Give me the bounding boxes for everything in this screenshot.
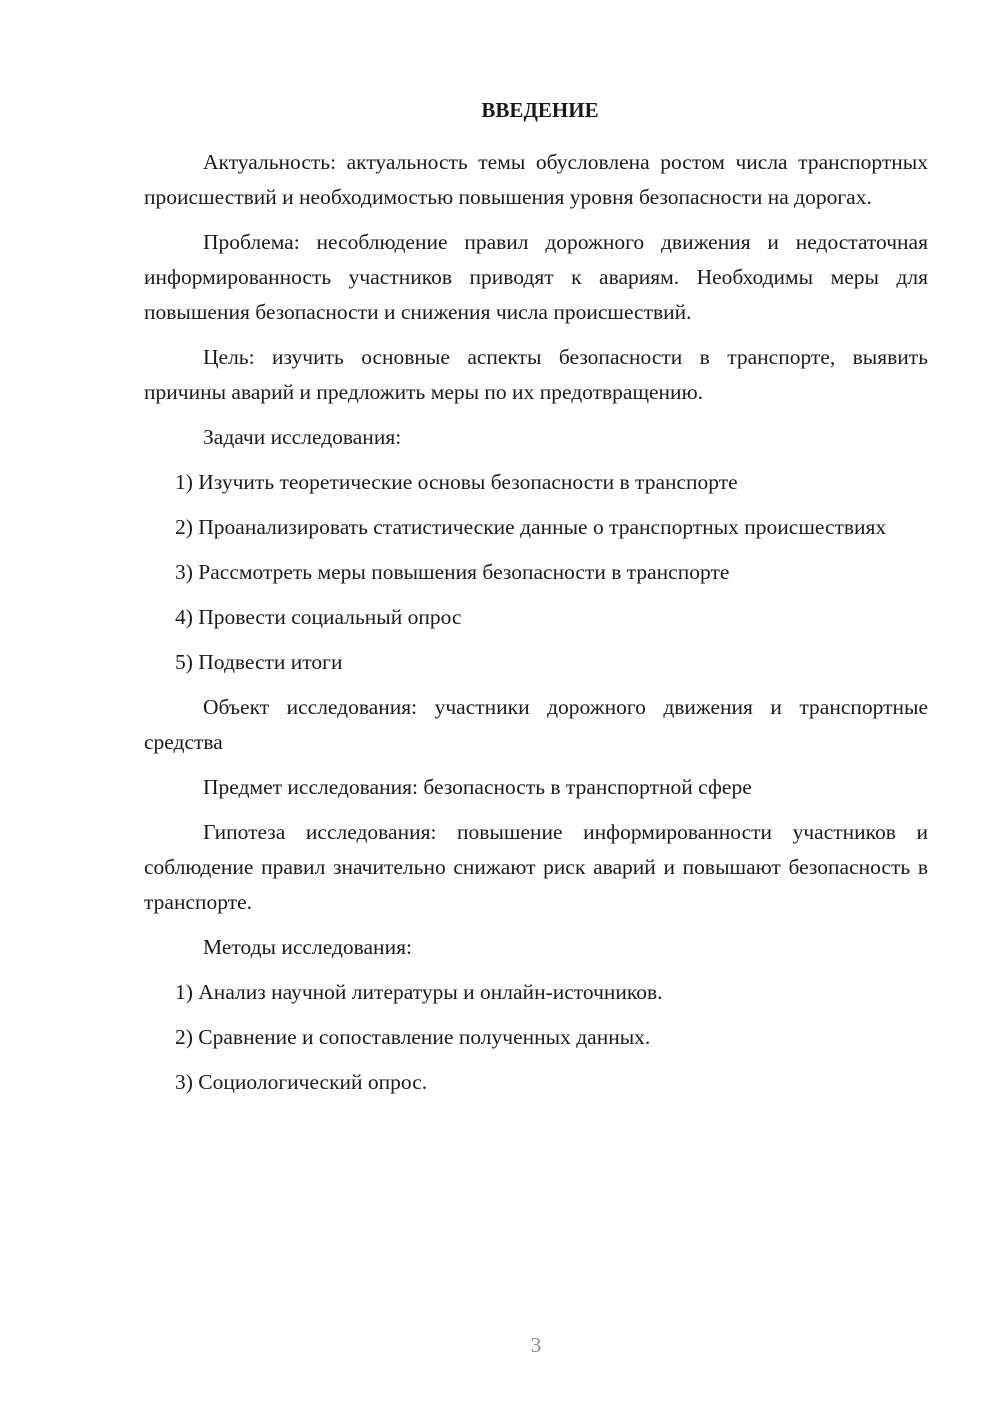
method-item-2: 2) Сравнение и сопоставление полученных данных. bbox=[175, 1025, 651, 1049]
task-item-1: 1) Изучить теоретические основы безопасности в транспорте bbox=[175, 470, 738, 494]
hypothesis-paragraph: Гипотеза исследования: повышение информированности участников и соблюдение правил значительно снижают риск аварий и повышают безопасность в транспорте. bbox=[144, 820, 928, 914]
method-item-3: 3) Социологический опрос. bbox=[175, 1070, 428, 1094]
methods-heading: Методы исследования: bbox=[203, 935, 412, 959]
task-item-5: 5) Подвести итоги bbox=[175, 650, 343, 674]
document-page bbox=[144, 94, 928, 1110]
problem-paragraph: Проблема: несоблюдение правил дорожного движения и недостаточная информированность участников приводят к авариям. Необходимы меры для повышения безопасности и снижения числа происшествий. bbox=[144, 230, 928, 324]
goal-paragraph: Цель: изучить основные аспекты безопасности в транспорте, выявить причины аварий и предложить меры по их предотвращению. bbox=[144, 345, 928, 404]
task-item-3: 3) Рассмотреть меры повышения безопасности в транспорте bbox=[175, 560, 730, 584]
relevance-paragraph: Актуальность: актуальность темы обусловлена ростом числа транспортных происшествий и необходимостью повышения уровня безопасности на дорогах. bbox=[144, 150, 928, 209]
tasks-heading: Задачи исследования: bbox=[203, 425, 402, 449]
subject-paragraph: Предмет исследования: безопасность в транспортной сфере bbox=[203, 775, 752, 799]
task-item-4: 4) Провести социальный опрос bbox=[175, 605, 462, 629]
document-title: ВВЕДЕНИЕ bbox=[481, 98, 599, 122]
task-item-2: 2) Проанализировать статистические данные о транспортных происшествиях bbox=[175, 515, 887, 539]
page-number: 3 bbox=[530, 1333, 542, 1357]
object-paragraph: Объект исследования: участники дорожного движения и транспортные средства bbox=[144, 695, 928, 754]
method-item-1: 1) Анализ научной литературы и онлайн-источников. bbox=[175, 980, 663, 1004]
